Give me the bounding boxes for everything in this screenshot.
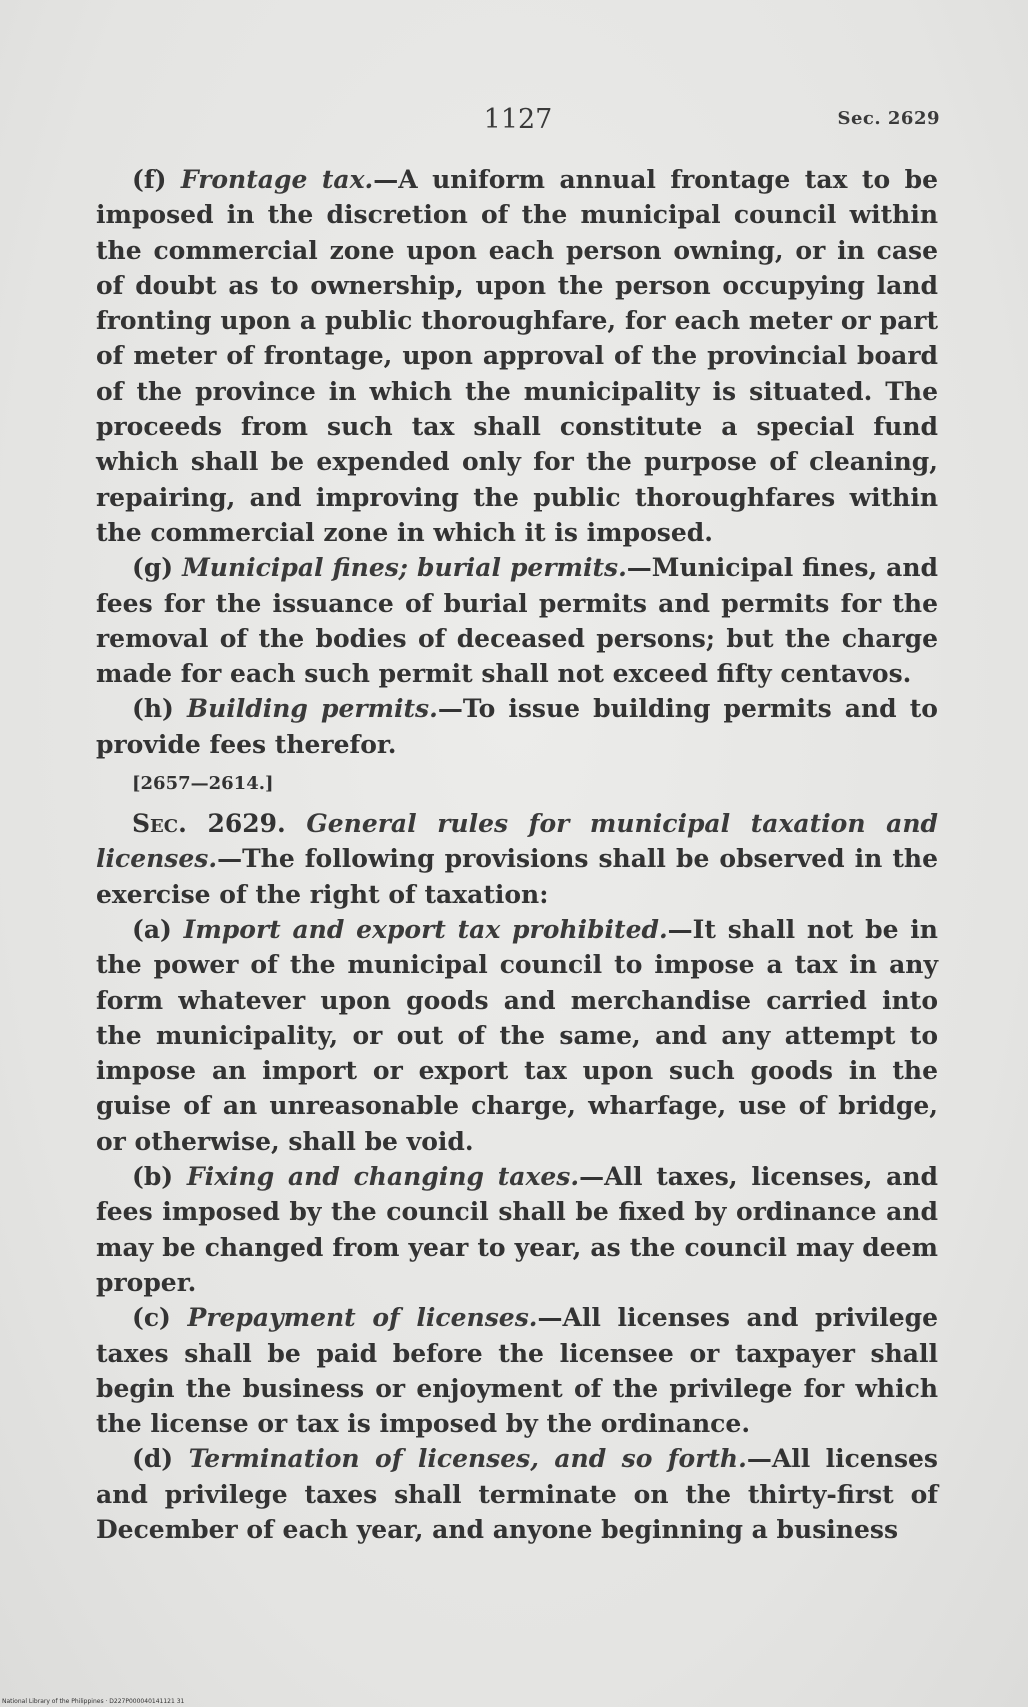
paragraph-heading: Frontage tax. <box>180 165 374 194</box>
paragraph-f <box>96 162 938 550</box>
running-section-ref: Sec. 2629 <box>837 108 940 129</box>
rule-heading: Fixing and changing taxes. <box>186 1162 580 1192</box>
section-text: —The following provisions shall be observed in the exercise of the right of taxation: <box>96 844 938 909</box>
paragraph-heading: Building permits. <box>186 694 438 724</box>
rule-text: —All taxes, licenses, and fees imposed by the council shall be fixed by ordinance and may be changed from year to year, as the council may deem proper. <box>96 1162 939 1297</box>
section-heading: General rules for municipal taxation and licenses. <box>96 809 938 874</box>
paragraph-text: —A uniform annual frontage tax to be imposed in the discretion of the municipal council within the commercial zone upon each person owning, or in case of doubt as to ownership, upon the person occupying land fronting upon a public thoroughfare, for each meter or part of meter of frontage, upon approval of the provincial board of the province in which the municipality is situated. The proceeds from such tax shall constitute a special fund which shall be expended only for the purpose of cleaning, repairing, and improving the public thoroughfares within the commercial zone in which it is imposed. <box>96 165 938 547</box>
source-citation: [2657—2614.] <box>132 773 274 795</box>
paragraph-heading: Municipal fines; burial permits. <box>182 553 627 583</box>
paragraph-h <box>96 691 938 762</box>
rule-label: (d) <box>132 1444 174 1474</box>
section-prefix: Sec. <box>132 809 187 839</box>
paragraph-label: (f) <box>132 165 167 194</box>
paragraph-g <box>96 550 938 691</box>
body-text <box>96 162 938 1547</box>
section-number: 2629. <box>207 809 286 839</box>
page-number: 1127 <box>483 104 553 135</box>
section-2629 <box>96 806 938 912</box>
paragraph-label: (h) <box>132 694 174 724</box>
rule-a <box>96 912 938 1159</box>
rule-label: (a) <box>132 914 172 944</box>
rule-heading: Import and export tax prohibited. <box>183 914 668 944</box>
rule-b <box>96 1159 938 1300</box>
paragraph-text: —To issue building permits and to provide fees therefor. <box>96 694 938 759</box>
rule-heading: Termination of licenses, and so forth. <box>188 1444 747 1474</box>
rule-d <box>96 1441 938 1547</box>
rule-label: (c) <box>132 1303 171 1333</box>
page-header <box>96 100 940 140</box>
rule-text: —It shall not be in the power of the municipal council to impose a tax in any form whatever upon goods and merchandise carried into the municipality, or out of the same, and any attempt to impose an import or export tax upon such goods in the guise of an unreasonable charge, wharfage, use of bridge, or otherwise, shall be void. <box>96 914 938 1156</box>
rule-heading: Prepayment of licenses. <box>187 1303 538 1333</box>
paragraph-label: (g) <box>132 553 174 583</box>
scan-footer: National Library of the Philippines · D227P000040141121 31 <box>2 1698 185 1705</box>
paragraph-text: —Municipal fines, and fees for the issuance of burial permits and permits for the removal of the bodies of deceased persons; but the charge made for each such permit shall not exceed fifty centavos. <box>96 553 938 689</box>
rule-text: —All licenses and privilege taxes shall be paid before the licensee or taxpayer shall begin the business or enjoyment of the privilege for which the license or tax is imposed by the ordinance. <box>96 1303 938 1439</box>
rule-c <box>96 1300 938 1441</box>
rule-label: (b) <box>132 1162 174 1192</box>
rule-text: —All licenses and privilege taxes shall terminate on the thirty-first of December of each year, and anyone beginning a business <box>96 1444 938 1544</box>
